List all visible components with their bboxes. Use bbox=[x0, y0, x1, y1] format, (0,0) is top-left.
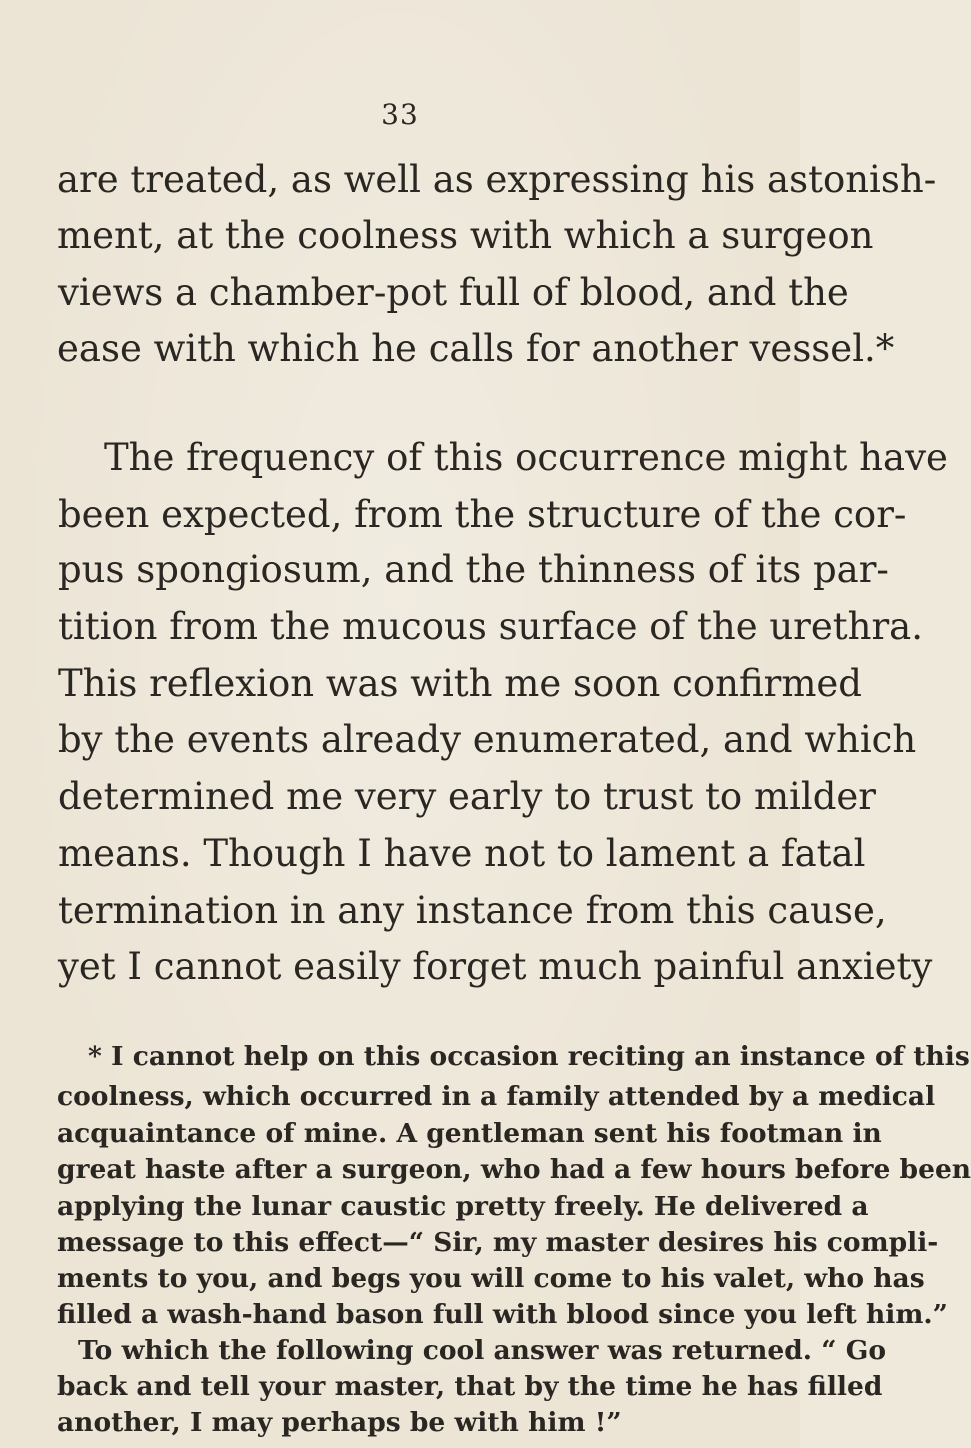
text-line: tition from the mucous surface of the urethra. bbox=[58, 605, 923, 648]
footnote-line: applying the lunar caustic pretty freely. He delivered a bbox=[57, 1191, 869, 1222]
footnote-line: back and tell your master, that by the time he has filled bbox=[57, 1371, 883, 1402]
footnote-line: message to this effect—“ Sir, my master desires his compli- bbox=[57, 1227, 939, 1258]
footnote-line: To which the following cool answer was returned. “ Go bbox=[78, 1335, 887, 1366]
footnote-line: coolness, which occurred in a family attended by a medical bbox=[57, 1081, 936, 1112]
footnote-line: acquaintance of mine. A gentleman sent his footman in bbox=[57, 1118, 882, 1149]
footnote-line: filled a wash-hand bason full with blood since you left him.” bbox=[57, 1299, 948, 1330]
text-line: are treated, as well as expressing his astonish- bbox=[57, 158, 937, 201]
footnote-line: another, I may perhaps be with him !” bbox=[57, 1407, 622, 1438]
page-number: 33 bbox=[381, 98, 419, 131]
footnote-line: great haste after a surgeon, who had a few hours before been bbox=[57, 1154, 971, 1185]
text-line: yet I cannot easily forget much painful anxiety bbox=[58, 945, 933, 988]
footnote-line: * I cannot help on this occasion reciting an instance of this bbox=[88, 1041, 970, 1072]
text-line: means. Though I have not to lament a fatal bbox=[58, 832, 866, 875]
text-line: termination in any instance from this cause, bbox=[58, 889, 887, 932]
text-line: This reflexion was with me soon confirmed bbox=[58, 662, 862, 705]
footnote-line: ments to you, and begs you will come to his valet, who has bbox=[57, 1263, 925, 1294]
text-line: determined me very early to trust to milder bbox=[58, 775, 876, 818]
text-line: views a chamber-pot full of blood, and the bbox=[58, 271, 849, 314]
text-line: ment, at the coolness with which a surgeon bbox=[57, 214, 874, 257]
text-line: The frequency of this occurrence might have bbox=[104, 436, 948, 479]
text-line: been expected, from the structure of the cor- bbox=[58, 493, 907, 536]
text-line: pus spongiosum, and the thinness of its par- bbox=[58, 548, 889, 591]
text-line: ease with which he calls for another vessel.* bbox=[57, 327, 895, 370]
text-line: by the events already enumerated, and which bbox=[58, 718, 917, 761]
